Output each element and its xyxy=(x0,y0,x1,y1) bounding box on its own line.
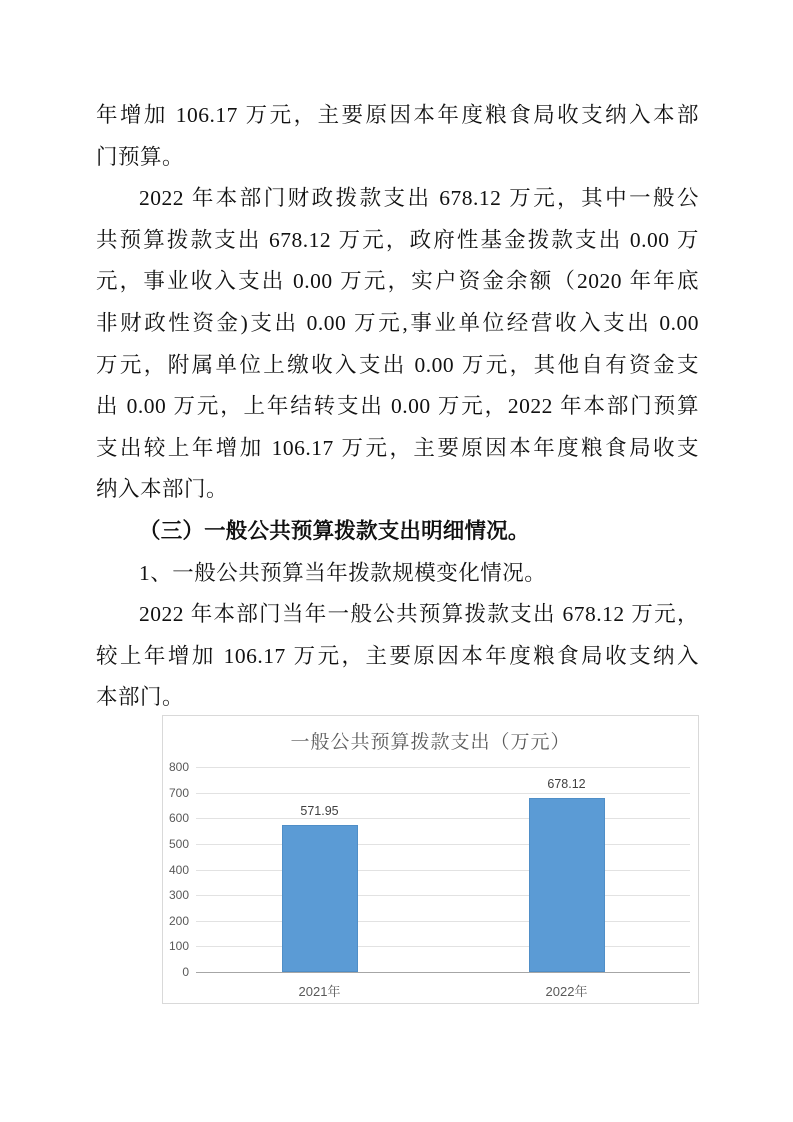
y-tick-label: 500 xyxy=(168,836,189,851)
body-text-line: 2022 年本部门当年一般公共预算拨款支出 678.12 万元， xyxy=(139,602,699,627)
section-heading: （三）一般公共预算拨款支出明细情况。 xyxy=(139,518,530,543)
gridline xyxy=(196,793,690,794)
y-tick-label: 800 xyxy=(168,760,189,774)
chart-title: 一般公共预算拨款支出（万元） xyxy=(290,732,571,753)
gridline xyxy=(196,844,690,845)
body-text-line: 元，事业收入支出 0.00 万元，实户资金余额（2020 年年底 xyxy=(96,269,699,294)
body-text-line: 1、一般公共预算当年拨款规模变化情况。 xyxy=(139,560,547,585)
body-text-line: 万元，附属单位上缴收入支出 0.00 万元，其他自有资金支 xyxy=(96,352,699,377)
body-text-line: 2022 年本部门财政拨款支出 678.12 万元，其中一般公 xyxy=(139,186,699,211)
body-text-line: 共预算拨款支出 678.12 万元，政府性基金拨款支出 0.00 万 xyxy=(96,227,699,252)
y-tick-label: 400 xyxy=(168,862,189,877)
gridline xyxy=(196,870,690,871)
gridline xyxy=(196,895,690,896)
body-text-line: 门预算。 xyxy=(96,144,185,169)
body-text xyxy=(96,95,699,719)
y-tick-label: 600 xyxy=(168,811,189,826)
body-text-line: 较上年增加 106.17 万元，主要原因本年度粮食局收支纳入 xyxy=(96,643,699,668)
x-axis-label: 2021年 xyxy=(298,984,341,999)
bar-value-label: 678.12 xyxy=(547,777,586,792)
bar-value-label: 571.95 xyxy=(300,804,339,819)
budget-bar-chart xyxy=(162,715,699,1004)
body-text-line: 支出较上年增加 106.17 万元，主要原因本年度粮食局收支 xyxy=(96,435,699,460)
gridline xyxy=(196,921,690,922)
body-text-line: 非财政性资金)支出 0.00 万元,事业单位经营收入支出 0.00 xyxy=(96,310,699,335)
gridline xyxy=(196,818,690,819)
body-text-line: 本部门。 xyxy=(96,685,185,710)
y-tick-label: 200 xyxy=(168,913,189,928)
bar-2021年 xyxy=(282,825,358,972)
y-tick-label: 100 xyxy=(168,939,189,954)
y-tick-label: 700 xyxy=(168,785,189,800)
body-text-line: 年增加 106.17 万元，主要原因本年度粮食局收支纳入本部 xyxy=(96,103,699,127)
x-axis-label: 2022年 xyxy=(545,984,588,999)
gridline xyxy=(196,946,690,947)
x-axis-line xyxy=(196,972,690,973)
body-text-line: 出 0.00 万元，上年结转支出 0.00 万元，2022 年本部门预算 xyxy=(96,394,699,419)
y-tick-label: 300 xyxy=(168,888,189,903)
bar-2022年 xyxy=(529,798,605,972)
body-text-line: 纳入本部门。 xyxy=(96,477,229,502)
y-tick-label: 0 xyxy=(182,965,189,979)
gridline xyxy=(196,767,690,768)
